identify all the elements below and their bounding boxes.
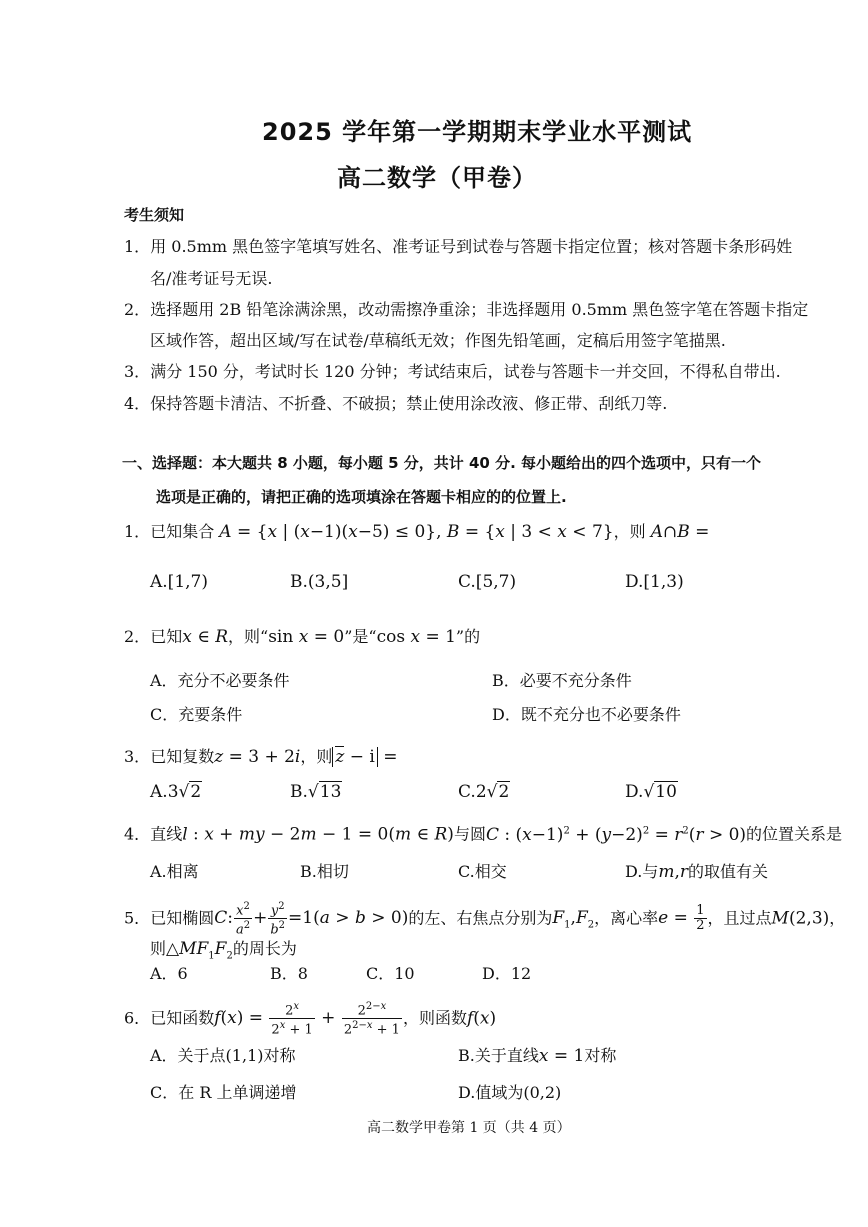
notice-item-1-cont: 名/准考证号无误. — [150, 269, 273, 288]
question-2: 2．已知x ∈ R，则“sin x = 0”是“cos x = 1”的 — [124, 627, 481, 647]
q4-option-a: A.相离 — [150, 862, 199, 881]
q4-option-b: B.相切 — [300, 862, 349, 881]
question-5-cont: 则$\triangle MF_1F_2$的周长为 — [150, 939, 297, 962]
question-5: 5．已知椭圆C: $\frac{x^2}{a^2}$ + $\frac{y^2}{b^2}$ =1(a > b > 0)的左、右焦点分别为$F_1,F_2$，离心率e = $\frac{1}{2}$ ，且过点M(2,3)， — [124, 901, 846, 938]
page-footer: 高二数学甲卷第 1 页（共 4 页） — [367, 1120, 571, 1136]
notice-item-1: 1．用 0.5mm 黑色签字笔填写姓名、准考证号到试卷与答题卡指定位置；核对答题卡条形码姓 — [124, 237, 793, 256]
q1-option-b: B.(3,5] — [290, 572, 349, 592]
notice-item-3: 3．满分 150 分，考试时长 120 分钟；考试结束后，试卷与答题卡一并交回，不得私自带出. — [124, 362, 781, 381]
q6-option-a: A．关于点(1,1)对称 — [150, 1046, 296, 1065]
question-6: 6．已知函数f(x) = $\frac{2^x}{2^x + 1}$ + $\frac{2^{2-x}}{2^{2-x} + 1}$ ，则函数f(x) — [124, 1001, 497, 1038]
notice-item-2-cont: 区域作答，超出区域/写在试卷/草稿纸无效；作图先铅笔画，定稿后用签字笔描黑. — [150, 331, 726, 350]
q3-option-c: C.2√2 — [458, 782, 510, 802]
q2-option-b: B．必要不充分条件 — [492, 671, 632, 690]
q6-option-b: B.关于直线x = 1对称 — [458, 1046, 617, 1066]
question-4: 4．直线l : x + my − 2m − 1 = 0(m ∈ R)与圆C : $(x-1)^2 + (y-2)^2 = r^2(r > 0)$的位置关系是 — [124, 824, 843, 845]
notice-heading: 考生须知 — [124, 206, 185, 224]
q5-option-b: B．8 — [270, 964, 308, 983]
q6-option-c: C．在 R 上单调递增 — [150, 1083, 297, 1102]
section-heading-cont: 选项是正确的，请把正确的选项填涂在答题卡相应的的位置上. — [156, 488, 567, 506]
q5-option-c: C．10 — [366, 964, 415, 983]
q1-option-c: C.[5,7) — [458, 572, 517, 592]
q5-option-a: A．6 — [150, 964, 188, 983]
q3-option-b: B.√13 — [290, 782, 342, 802]
q2-option-a: A．充分不必要条件 — [150, 671, 290, 690]
page-title: 2025 学年第一学期期末学业水平测试 — [262, 118, 693, 146]
section-heading: 一、选择题：本大题共 8 小题，每小题 5 分，共计 40 分. 每小题给出的四个选项中，只有一个 — [122, 454, 762, 472]
question-1: 1．已知集合 A = {x | (x−1)(x−5) ≤ 0}, B = {x | 3 < x < 7}，则 A∩B = — [124, 522, 710, 542]
q2-option-d: D．既不充分也不必要条件 — [492, 705, 681, 724]
q3-option-d: D.√10 — [625, 782, 677, 802]
page-subtitle: 高二数学（甲卷） — [337, 164, 537, 192]
q4-option-d: D.与m,r的取值有关 — [625, 862, 769, 882]
q4-option-c: C.相交 — [458, 862, 507, 881]
question-3: 3．已知复数z = 3 + 2i，则 z − i = — [124, 747, 398, 767]
q1-option-a: A.[1,7) — [150, 572, 208, 592]
q1-option-d: D.[1,3) — [625, 572, 684, 592]
q3-option-a: A.3√2 — [150, 782, 202, 802]
notice-item-4: 4．保持答题卡清洁、不折叠、不破损；禁止使用涂改液、修正带、刮纸刀等. — [124, 394, 668, 413]
q6-option-d: D.值域为(0,2) — [458, 1083, 562, 1102]
q5-option-d: D．12 — [482, 964, 532, 983]
notice-item-2: 2．选择题用 2B 铅笔涂满涂黑，改动需擦净重涂；非选择题用 0.5mm 黑色签字笔在答题卡指定 — [124, 300, 809, 319]
q2-option-c: C．充要条件 — [150, 705, 243, 724]
